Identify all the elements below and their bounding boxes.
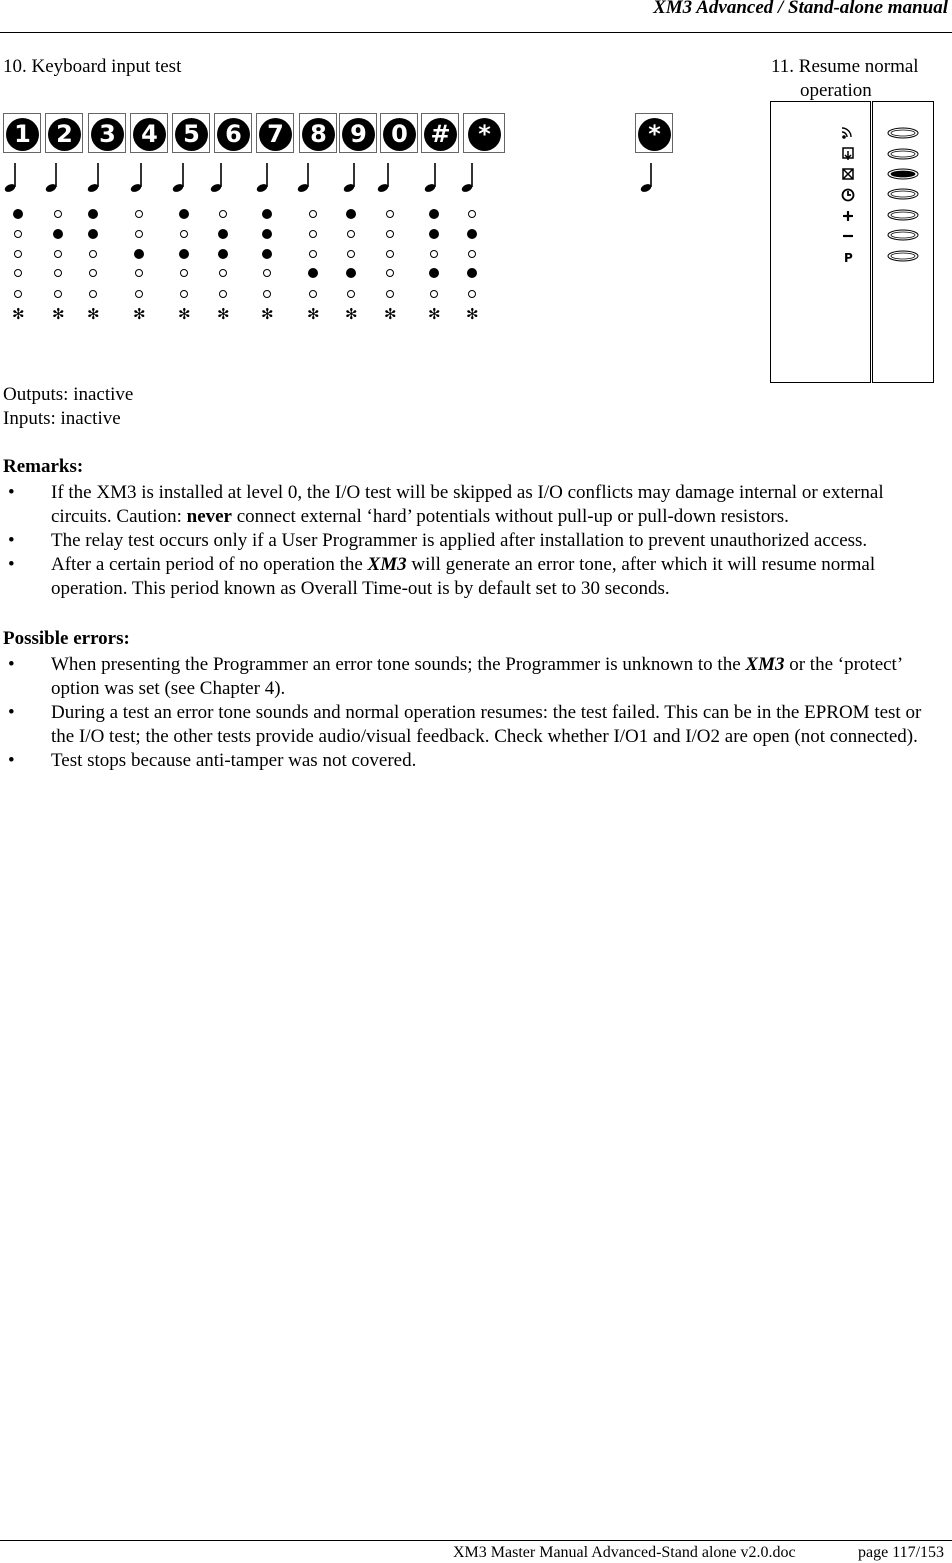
led-on-icon (262, 249, 272, 259)
led-on-icon (467, 229, 477, 239)
asterisk-icon: ✻ (466, 305, 479, 323)
asterisk-icon: ✻ (178, 305, 191, 323)
status-panel-led-area (873, 102, 934, 383)
led-off-icon (385, 229, 395, 239)
led-off-icon (13, 249, 23, 259)
led-off-icon (134, 229, 144, 239)
beep-note-icon (45, 160, 65, 194)
led-on-icon (218, 249, 228, 259)
remarks-item-text: will generate an error tone, after which it will resume normal operation. This period known as Overall Time-out is by default set to 30 seconds. (51, 554, 876, 599)
led-on-icon (262, 229, 272, 239)
remarks-item: • The relay test occurs only if a User Programmer is applied after installation to prevent unauthorized access. (0, 529, 946, 553)
led-off-icon (467, 249, 477, 259)
led-off-icon (467, 289, 477, 299)
asterisk-icon: ✻ (133, 305, 146, 323)
remarks-item-text: connect external ‘hard’ potentials without pull-up or pull-down resistors. (232, 506, 789, 527)
led-on-icon (13, 209, 23, 219)
led-off-icon (13, 268, 23, 278)
beep-note-icon (4, 160, 24, 194)
key-9 (339, 113, 377, 153)
key-7 (256, 113, 294, 153)
beep-notes-row (0, 160, 700, 200)
remarks-item-emphasis: XM3 (367, 554, 407, 575)
beep-note-icon (424, 160, 444, 194)
beep-note-icon (343, 160, 363, 194)
key-0-label: 0 (383, 118, 416, 151)
led-off-icon (308, 229, 318, 239)
status-led-off (891, 232, 915, 238)
key-5 (172, 113, 210, 153)
key-6 (214, 113, 252, 153)
key-4 (130, 113, 168, 153)
errors-item (0, 653, 946, 701)
beep-note-icon (210, 160, 230, 194)
header-divider (0, 32, 952, 33)
led-off-icon (308, 209, 318, 219)
led-on-icon (429, 268, 439, 278)
remarks-heading: Remarks: (3, 456, 84, 477)
status-led-off (891, 151, 915, 157)
key-2-label: 2 (48, 118, 81, 151)
led-off-icon (88, 249, 98, 259)
errors-heading: Possible errors: (3, 628, 130, 649)
led-off-icon (179, 268, 189, 278)
key-2 (45, 113, 83, 153)
io-status (3, 383, 133, 431)
led-off-icon (262, 268, 272, 278)
key-8 (299, 113, 337, 153)
key-5-label: 5 (175, 118, 208, 151)
section-11-title (771, 55, 951, 103)
beep-note-icon (640, 160, 660, 194)
remarks-item (0, 553, 946, 601)
led-off-icon (53, 249, 63, 259)
status-led-off (891, 212, 915, 218)
errors-item-emphasis: XM3 (745, 654, 785, 675)
errors-item-text: When presenting the Programmer an error tone sounds; the Programmer is unknown to the (51, 654, 746, 675)
led-on-icon (429, 209, 439, 219)
keypad-keys-row (3, 110, 683, 160)
led-off-icon (467, 209, 477, 219)
beep-note-icon (172, 160, 192, 194)
led-off-icon (53, 268, 63, 278)
led-off-icon (134, 268, 144, 278)
key-4-label: 4 (133, 118, 166, 151)
status-led-off (891, 253, 915, 259)
key-star (463, 113, 505, 153)
status-panel-icon-area (771, 102, 871, 383)
led-on-icon (179, 249, 189, 259)
led-off-icon (429, 289, 439, 299)
led-off-icon (179, 289, 189, 299)
beep-note-icon (130, 160, 150, 194)
beep-note-icon (377, 160, 397, 194)
led-off-icon (346, 289, 356, 299)
remarks-item-emphasis: never (186, 506, 232, 527)
key-1-label: 1 (6, 118, 39, 151)
key-star-label: * (468, 118, 501, 151)
header-title: XM3 Advanced / Stand-alone manual (653, 0, 948, 18)
errors-item: • During a test an error tone sounds and normal operation resumes: the test failed. This can be in the EPROM test or the I/O test; the other tests provide audio/visual feedback. Check whether I/O1 and I/O2 are open (not connected). (0, 701, 946, 749)
key-hash (421, 113, 459, 153)
led-off-icon (88, 289, 98, 299)
footer-divider (0, 1540, 952, 1541)
led-off-icon (218, 289, 228, 299)
section-11-title-line2: operation (800, 80, 872, 101)
key-hash-label: # (424, 118, 457, 151)
led-off-icon (134, 289, 144, 299)
led-off-icon (13, 289, 23, 299)
key-7-label: 7 (259, 118, 292, 151)
led-on-icon (429, 229, 439, 239)
key-star-resume-label: * (638, 118, 671, 151)
errors-list (0, 653, 946, 773)
led-off-icon (385, 249, 395, 259)
led-off-icon (53, 289, 63, 299)
footer-document-name: XM3 Master Manual Advanced-Stand alone v2.0.doc (453, 1544, 796, 1561)
remarks-list (0, 481, 946, 601)
led-off-icon (13, 229, 23, 239)
remarks-item-text: After a certain period of no operation the (51, 554, 368, 575)
led-off-icon (385, 209, 395, 219)
status-led-off (891, 191, 915, 197)
status-led-off (891, 130, 915, 136)
footer-page-number: page 117/153 (858, 1544, 945, 1561)
led-on-icon (218, 229, 228, 239)
section-10-title: 10. Keyboard input test (3, 56, 182, 77)
status-led-on (891, 171, 915, 177)
beep-note-icon (297, 160, 317, 194)
led-off-icon (218, 268, 228, 278)
led-off-icon (308, 289, 318, 299)
beep-note-icon (256, 160, 276, 194)
asterisk-icon: ✻ (261, 305, 274, 323)
key-3-label: 3 (91, 118, 124, 151)
key-6-label: 6 (217, 118, 250, 151)
led-on-icon (53, 229, 63, 239)
led-off-icon (385, 268, 395, 278)
asterisk-icon: ✻ (12, 305, 25, 323)
beep-note-icon (461, 160, 481, 194)
asterisk-icon: ✻ (307, 305, 320, 323)
led-off-icon (134, 209, 144, 219)
p-icon-label: P (844, 251, 853, 265)
led-off-icon (53, 209, 63, 219)
errors-item: • Test stops because anti-tamper was not covered. (0, 749, 946, 773)
key-0 (380, 113, 418, 153)
led-off-icon (88, 268, 98, 278)
key-8-label: 8 (302, 118, 335, 151)
led-on-icon (88, 209, 98, 219)
led-off-icon (346, 229, 356, 239)
led-on-icon (308, 268, 318, 278)
key-9-label: 9 (342, 118, 375, 151)
led-off-icon (429, 249, 439, 259)
asterisk-icon: ✻ (87, 305, 100, 323)
led-off-icon (308, 249, 318, 259)
outputs-status: Outputs: inactive (3, 384, 134, 405)
led-on-icon (179, 209, 189, 219)
errors-item-text: or the ‘protect’ option was set (see Chapter 4). (51, 654, 902, 699)
inputs-status: Inputs: inactive (3, 408, 121, 429)
asterisk-icon: ✻ (345, 305, 358, 323)
led-on-icon (346, 209, 356, 219)
asterisk-icon: ✻ (52, 305, 65, 323)
asterisk-icon: ✻ (217, 305, 230, 323)
section-11-title-line1: 11. Resume normal (771, 56, 919, 77)
led-off-icon (346, 249, 356, 259)
led-off-icon (218, 209, 228, 219)
led-on-icon (467, 268, 477, 278)
led-off-icon (179, 229, 189, 239)
led-off-icon (385, 289, 395, 299)
led-on-icon (346, 268, 356, 278)
asterisk-icon: ✻ (428, 305, 441, 323)
asterisk-icon: ✻ (384, 305, 397, 323)
led-off-icon (262, 289, 272, 299)
status-panel (770, 101, 934, 383)
led-on-icon (262, 209, 272, 219)
key-1 (3, 113, 41, 153)
key-3 (88, 113, 126, 153)
led-on-icon (134, 249, 144, 259)
keypad-led-matrix (0, 200, 500, 330)
led-on-icon (88, 229, 98, 239)
key-star-resume (635, 113, 673, 153)
remarks-item (0, 481, 946, 529)
beep-note-icon (87, 160, 107, 194)
remarks-item-text: If the XM3 is installed at level 0, the I/O test will be skipped as I/O conflicts may damage internal or external circuits. Caution: (51, 482, 884, 527)
